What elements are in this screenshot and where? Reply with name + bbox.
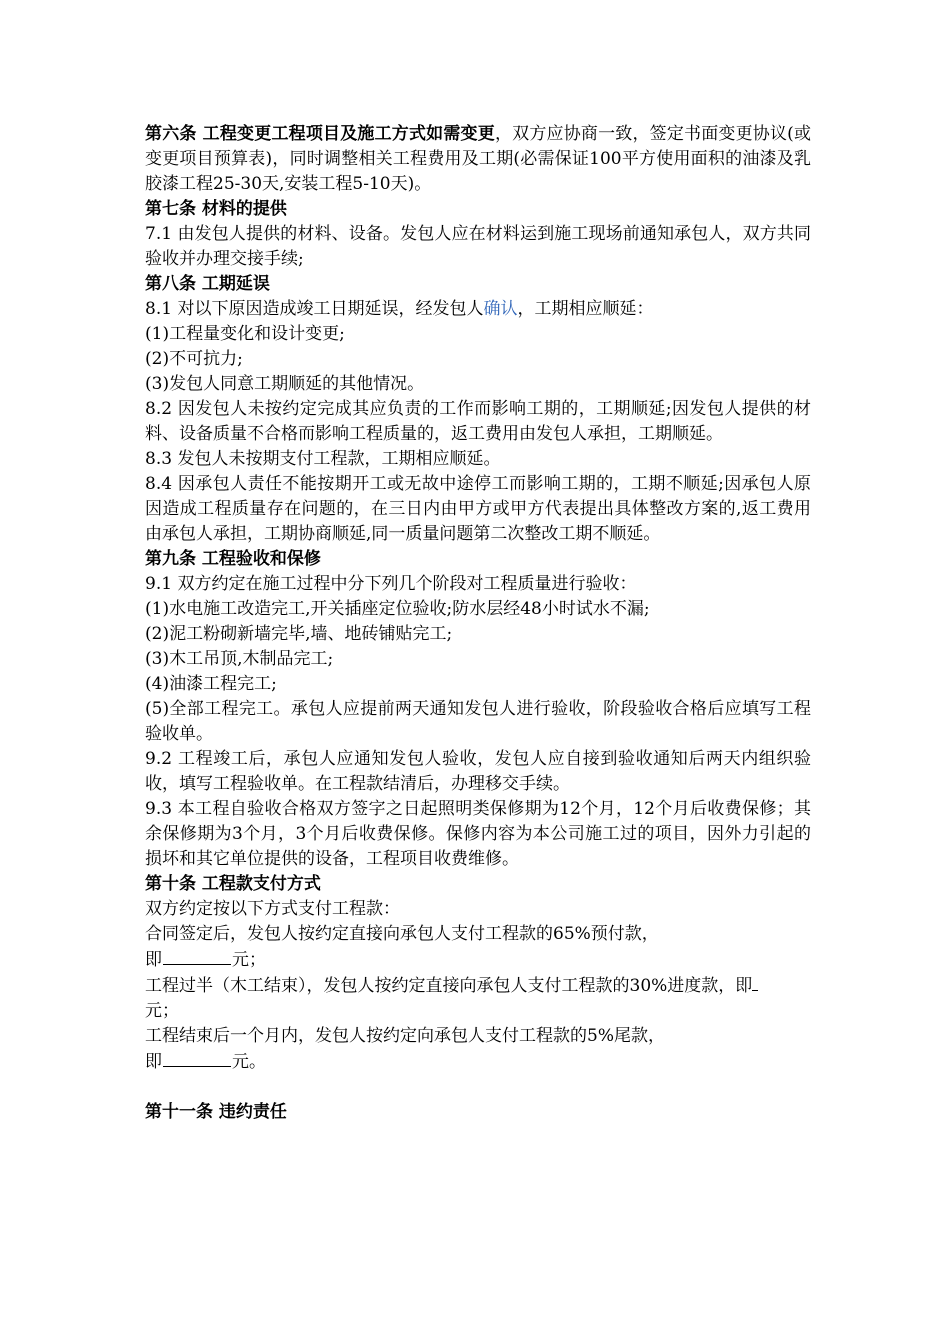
clause-8-1 — [145, 297, 811, 322]
payment-progress-text: 工程过半（木工结束），发包人按约定直接向承包人支付工程款的30%进度款，即 — [145, 976, 753, 996]
payment-final — [145, 1024, 811, 1075]
clause-7-1: 7.1 由发包人提供的材料、设备。发包人应在材料运到施工现场前通知承包人，双方共同验收并办理交接手续; — [145, 224, 811, 269]
clause-9-3: 9.3 本工程自验收合格双方签字之日起照明类保修期为12个月，12个月后收费保修；其余保修期为3个月，3个月后收费保修。保修内容为本公司施工过的项目，因外力引起的损坏和其它单位提供的设备，工程项目收费维修。 — [145, 799, 811, 869]
article-6-body: ，双方应协商一致，签定书面变更协议(或变更项目预算表)，同时调整相关工程费用及工期(必需保证100平方使用面积的油漆及乳胶漆工程25-30天,安装工程5-10天)。 — [145, 124, 812, 194]
clause-8-1-item-3: (3)发包人同意工期顺延的其他情况。 — [145, 374, 425, 394]
confirm-link[interactable]: 确认 — [483, 299, 518, 319]
clause-9-1-item-1: (1)水电施工改造完工,开关插座定位验收;防水层经48小时试水不漏; — [145, 599, 650, 619]
paragraph-gap — [145, 1075, 811, 1100]
progress-amount-blank[interactable] — [752, 973, 758, 991]
clause-8-4: 8.4 因承包人责任不能按期开工或无故中途停工而影响工期的，工期不顺延;因承包人原因造成工程质量存在问题的，在三日内由甲方或甲方代表提出具体整改方案的,返工费用由承包人承担，工期协商顺延,同一质量问题第二次整改工期不顺延。 — [145, 474, 811, 544]
clause-9-1-item-2: (2)泥工粉砌新墙完毕,墙、地砖铺贴完工; — [145, 624, 453, 644]
clause-8-1-text-b: ，工期相应顺延： — [517, 299, 654, 319]
payment-advance-text: 合同签定后，发包人按约定直接向承包人支付工程款的65%预付款， — [145, 924, 659, 944]
clause-9-1-item-3: (3)木工吊顶,木制品完工; — [145, 649, 334, 669]
clause-9-1-item-4: (4)油漆工程完工; — [145, 674, 277, 694]
clause-8-3: 8.3 发包人未按期支付工程款，工期相应顺延。 — [145, 449, 501, 469]
payment-intro: 双方约定按以下方式支付工程款： — [145, 899, 400, 919]
payment-advance — [145, 922, 811, 973]
payment-advance-prefix: 即 — [145, 950, 162, 970]
clause-8-1-text-a: 8.1 对以下原因造成竣工日期延误，经发包人 — [145, 299, 484, 319]
article-9-heading: 第九条 工程验收和保修 — [145, 549, 321, 569]
clause-8-1-item-1: (1)工程量变化和设计变更; — [145, 324, 345, 344]
payment-final-text: 工程结束后一个月内，发包人按约定向承包人支付工程款的5%尾款， — [145, 1026, 665, 1046]
clause-9-2: 9.2 工程竣工后，承包人应通知发包人验收，发包人应自接到验收通知后两天内组织验收，填写工程验收单。在工程款结清后，办理移交手续。 — [145, 749, 811, 794]
payment-final-prefix: 即 — [145, 1052, 162, 1072]
payment-progress-suffix: 元； — [145, 1001, 179, 1021]
article-6-heading: 第六条 工程变更工程项目及施工方式如需变更 — [145, 124, 495, 144]
article-10-heading: 第十条 工程款支付方式 — [145, 874, 321, 894]
final-amount-blank[interactable] — [163, 1049, 231, 1067]
clause-9-1-item-5: (5)全部工程完工。承包人应提前两天通知发包人进行验收，阶段验收合格后应填写工程验收单。 — [145, 699, 811, 744]
document-body — [145, 122, 811, 1125]
payment-progress — [145, 973, 811, 1024]
article-7-heading: 第七条 材料的提供 — [145, 199, 287, 219]
payment-advance-suffix: 元； — [232, 950, 266, 970]
clause-8-2: 8.2 因发包人未按约定完成其应负责的工作而影响工期的，工期顺延;因发包人提供的材料、设备质量不合格而影响工程质量的，返工费用由发包人承担，工期顺延。 — [145, 399, 811, 444]
advance-amount-blank[interactable] — [163, 947, 231, 965]
payment-final-suffix: 元。 — [232, 1052, 266, 1072]
article-8-heading: 第八条 工期延误 — [145, 274, 270, 294]
clause-8-1-item-2: (2)不可抗力; — [145, 349, 243, 369]
clause-9-1: 9.1 双方约定在施工过程中分下列几个阶段对工程质量进行验收： — [145, 574, 637, 594]
article-11-heading: 第十一条 违约责任 — [145, 1102, 287, 1122]
article-6 — [145, 122, 811, 197]
